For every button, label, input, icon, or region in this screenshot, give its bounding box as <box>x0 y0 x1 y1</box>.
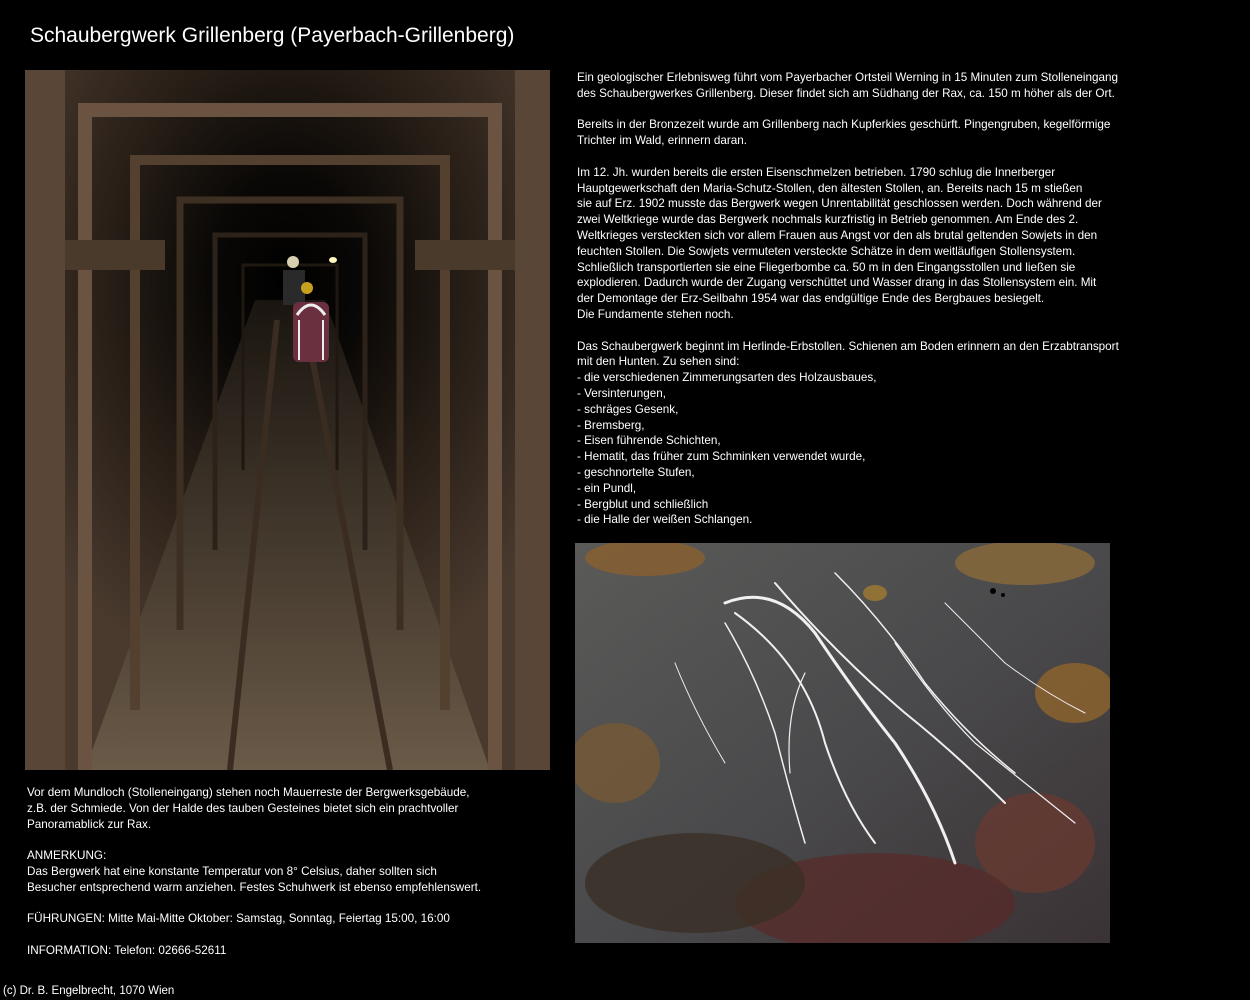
history-paragraph: Im 12. Jh. wurden bereits die ersten Eisenschmelzen betrieben. 1790 schlug die Innerberger Hauptgewerkschaft den Maria-Schutz-Stollen, den ältesten Stollen, an. Bereits nach 15 m stießen sie auf Erz. 1902 musste das Bergwerk wegen Unrentabilität geschlossen werden. Doch während der zwei Weltkriege wurde das Bergwerk nochmals kurzfristig in Betrieb genommen. Am Ende des 2. Weltkrieges versteckten sich vor allem Frauen aus Angst vor den als brutal geltenden Sowjets in den feuchten Stollen. Die Sowjets vermuteten versteckte Schätze in dem weitläufigen Stollensystem. Schließlich transportierten sie eine Fliegerbombe ca. 50 m in den Eingangsstollen und ließen sie explodieren. Dadurch wurde der Zugang verschüttet und Wasser drang in das Stollensystem ein. Mit der Demontage der Erz-Seilbahn 1954 war das endgültige Ende des Bergbaues besiegelt. Die Fundamente stehen noch. <box>577 165 1102 321</box>
list-item: - die verschiedenen Zimmerungsarten des Holzausbaues, <box>577 371 877 385</box>
intro-paragraph: Ein geologischer Erlebnisweg führt vom Payerbacher Ortsteil Werning in 15 Minuten zum Stolleneingang des Schaubergwerkes Grillenberg. Dieser findet sich am Südhang der Rax, ca. 150 m höher als der Ort. <box>577 71 1118 100</box>
list-item: - Eisen führende Schichten, <box>577 434 721 448</box>
rock-wall-photo <box>575 543 1110 943</box>
description-column <box>577 70 1147 528</box>
tours-paragraph: FÜHRUNGEN: Mitte Mai-Mitte Oktober: Samstag, Sonntag, Feiertag 15:00, 16:00 <box>27 912 450 926</box>
mundloch-paragraph: Vor dem Mundloch (Stolleneingang) stehen noch Mauerreste der Bergwerksgebäude, z.B. der Schmiede. Von der Halde des tauben Gesteines bietet sich ein prachtvoller Panoramablick zur Rax. <box>27 786 470 831</box>
list-item: - Bergblut und schließlich <box>577 497 709 511</box>
list-item: - Hematit, das früher zum Schminken verwendet wurde, <box>577 450 866 464</box>
list-item: - schräges Gesenk, <box>577 402 679 416</box>
showmine-paragraph: Das Schaubergwerk beginnt im Herlinde-Erbstollen. Schienen am Boden erinnern an den Erzabtransport mit den Hunten. Zu sehen sind: <box>577 339 1119 369</box>
sights-list <box>577 370 1147 528</box>
list-item: - die Halle der weißen Schlangen. <box>577 513 753 527</box>
list-item: - geschnortelte Stufen, <box>577 465 695 479</box>
mine-tunnel-photo <box>25 70 550 770</box>
page-title: Schaubergwerk Grillenberg (Payerbach-Grillenberg) <box>30 24 515 47</box>
list-item: - Versinterungen, <box>577 386 667 400</box>
note-paragraph: ANMERKUNG: Das Bergwerk hat eine konstante Temperatur von 8° Celsius, daher sollten sich Besucher entsprechend warm anziehen. Festes Schuhwerk ist ebenso empfehlenswert. <box>27 849 482 894</box>
list-item: - Bremsberg, <box>577 418 645 432</box>
copyright-footer: (c) Dr. B. Engelbrecht, 1070 Wien <box>3 985 175 997</box>
info-column <box>27 785 547 975</box>
contact-paragraph: INFORMATION: Telefon: 02666-52611 <box>27 943 227 957</box>
bronze-age-paragraph: Bereits in der Bronzezeit wurde am Grillenberg nach Kupferkies geschürft. Pingengruben, kegelförmige Trichter im Wald, erinnern daran. <box>577 118 1111 148</box>
list-item: - ein Pundl, <box>577 481 637 495</box>
